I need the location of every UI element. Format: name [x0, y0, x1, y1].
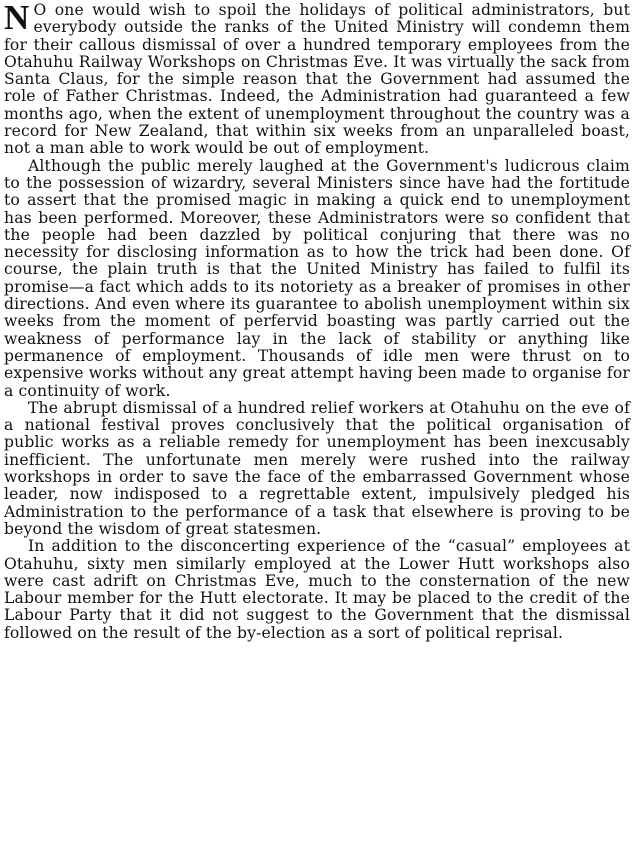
- paragraph-1: [4, 2, 630, 158]
- paragraph-4: In addition to the disconcerting experience of the “casual” employees at Otahuhu, sixty men similarly employed at the Lower Hutt workshops also were cast adrift on Christmas Eve, much to the consternation of the new Labour member for the Hutt electorate. It may be placed to the credit of the Labour Party that it did not suggest to the Government that the dismissal followed on the result of the by-election as a sort of political reprisal.: [4, 537, 630, 642]
- paragraph-3: The abrupt dismissal of a hundred relief workers at Otahuhu on the eve of a national festival proves conclusively that the political organisation of public works as a reliable remedy for unemployment has been inexcusably inefficient. The unfortunate men merely were rushed into the railway workshops in order to save the face of the embarrassed Government whose leader, now indisposed to a regrettable extent, impulsively pledged his Administration to the performance of a task that elsewhere is proving to be beyond the wisdom of great statesmen.: [4, 398, 630, 538]
- paragraph-1-text: O one would wish to spoil the holidays of political administrators, but everybody outside the ranks of the United Ministry will condemn them for their callous dismissal of over a hundred temporary employees from the Otahuhu Railway Workshops on Christmas Eve. It was virtually the sack from Santa Claus, for the simple reason that the Government had assumed the role of Father Christmas. Indeed, the Administration had guaranteed a few months ago, when the extent of unemployment throughout the country was a record for New Zealand, that within six weeks from an unparalleled boast, not a man able to work would be out of employment.: [4, 1, 630, 158]
- paragraph-2: Although the public merely laughed at the Government's ludicrous claim to the possession of wizardry, several Ministers since have had the fortitude to assert that the promised magic in making a quick end to unemployment has been performed. Moreover, these Administrators were so confident that the people had been dazzled by political conjuring that there was no necessity for disclosing information as to how the trick had been done. Of course, the plain truth is that the United Ministry has failed to fulfil its promise—a fact which adds to its notoriety as a breaker of promises in other directions. And even where its guarantee to abolish unemployment within six weeks from the moment of perfervid boasting was partly carried out the weakness of performance lay in the lack of stability or anything like permanence of employment. Thousands of idle men were thrust on to expensive works without any great attempt having been made to organise for a continuity of work.: [4, 156, 630, 400]
- drop-cap: N: [4, 0, 30, 37]
